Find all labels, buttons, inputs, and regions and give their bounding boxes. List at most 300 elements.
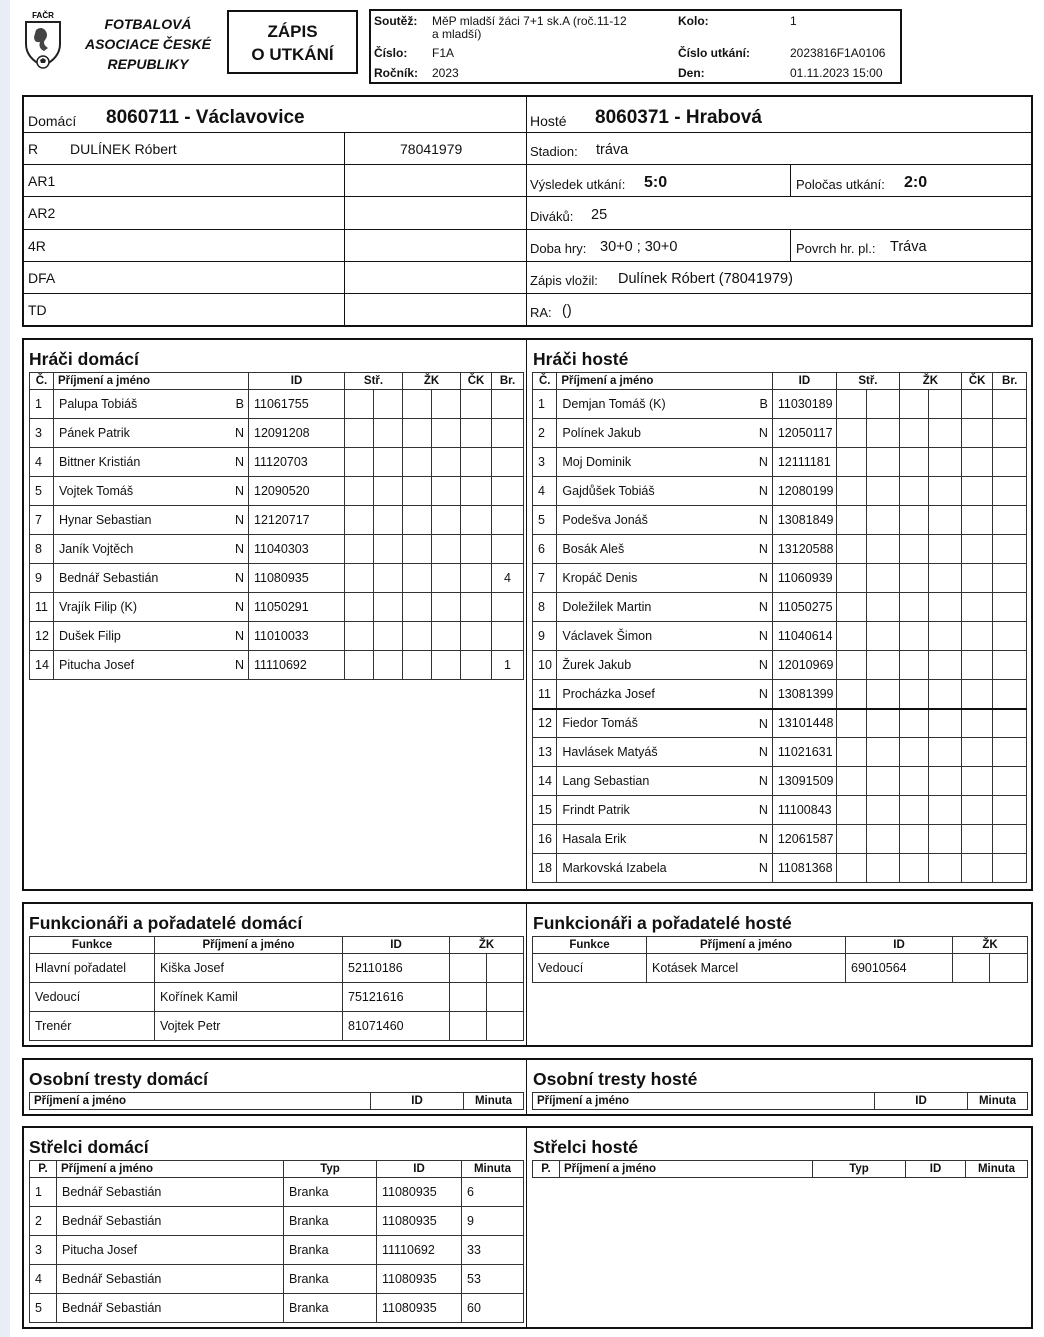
zk-cell-1 — [403, 622, 432, 651]
player-name-cell — [54, 622, 249, 651]
zk-cell-1 — [953, 954, 990, 983]
away-tresty-title: Osobní tresty hosté — [533, 1069, 698, 1089]
player-position: N — [234, 542, 244, 556]
result-label: Výsledek utkání: — [530, 177, 626, 192]
ck-cell — [961, 448, 993, 477]
ck-cell — [961, 709, 993, 738]
assoc-line-1: FOTBALOVÁ — [104, 16, 192, 32]
player-position: N — [758, 600, 768, 614]
zk-cell-2 — [929, 854, 962, 883]
str-cell-2 — [374, 477, 403, 506]
player-number: 13 — [533, 738, 557, 767]
scorer-id: 11080935 — [377, 1265, 462, 1294]
away-strelci-title: Střelci hosté — [533, 1137, 639, 1157]
player-id: 12091208 — [249, 419, 345, 448]
str-cell-1 — [836, 419, 866, 448]
str-cell-1 — [836, 825, 866, 854]
player-number: 11 — [533, 680, 557, 709]
player-position: N — [758, 426, 768, 440]
th-zk: ŽK — [953, 937, 1028, 954]
player-position: B — [759, 397, 768, 411]
player-goals — [993, 622, 1027, 651]
player-row — [30, 622, 524, 651]
scorer-id: 11110692 — [377, 1236, 462, 1265]
player-id: 12061587 — [772, 825, 836, 854]
th-name: Příjmení a jméno — [54, 373, 249, 390]
zk-cell-2 — [432, 535, 461, 564]
player-id: 11080935 — [249, 564, 345, 593]
zk-cell-1 — [899, 448, 928, 477]
zk-cell-1 — [403, 419, 432, 448]
zk-cell-2 — [432, 593, 461, 622]
official-role: AR2 — [28, 205, 56, 221]
player-number: 8 — [533, 593, 557, 622]
player-goals — [492, 390, 524, 419]
player-number: 9 — [533, 622, 557, 651]
ck-cell — [461, 506, 492, 535]
zk-cell-2 — [432, 477, 461, 506]
stadion-label: Stadion: — [530, 144, 578, 159]
player-row — [533, 825, 1027, 854]
player-goals — [993, 390, 1027, 419]
scorer-type: Branka — [284, 1294, 377, 1323]
home-tresty-title: Osobní tresty domácí — [29, 1069, 208, 1089]
soutez-value: MěP mladší žáci 7+1 sk.A (roč.11-12 — [432, 14, 627, 28]
player-number: 11 — [30, 593, 54, 622]
zk-cell-2 — [432, 448, 461, 477]
player-goals — [492, 593, 524, 622]
player-id: 12080199 — [772, 477, 836, 506]
zk-cell-1 — [403, 390, 432, 419]
player-number: 15 — [533, 796, 557, 825]
str-cell-2 — [374, 419, 403, 448]
player-goals — [993, 825, 1027, 854]
th-id: ID — [249, 373, 345, 390]
zk-cell-2 — [990, 954, 1028, 983]
th-typ: Typ — [813, 1161, 906, 1178]
player-id: 11040614 — [772, 622, 836, 651]
th-zk: ŽK — [899, 373, 961, 390]
scorer-name: Pitucha Josef — [57, 1236, 284, 1265]
player-row — [30, 651, 524, 680]
player-number: 5 — [533, 506, 557, 535]
str-cell-2 — [867, 622, 900, 651]
ck-cell — [961, 854, 993, 883]
zk-cell-2 — [929, 680, 962, 709]
player-row — [533, 796, 1027, 825]
player-goals: 1 — [492, 651, 524, 680]
official-role: AR1 — [28, 173, 56, 189]
scorer-id: 11080935 — [377, 1207, 462, 1236]
player-id: 13081849 — [772, 506, 836, 535]
ck-cell — [961, 564, 993, 593]
th-minuta: Minuta — [464, 1093, 524, 1110]
player-goals — [492, 622, 524, 651]
player-position: N — [758, 658, 768, 672]
player-id: 11010033 — [249, 622, 345, 651]
zk-cell-2 — [929, 738, 962, 767]
scorer-minute: 60 — [462, 1294, 524, 1323]
zk-cell-2 — [432, 506, 461, 535]
player-number: 16 — [533, 825, 557, 854]
zk-cell-2 — [432, 564, 461, 593]
player-id: 13091509 — [772, 767, 836, 796]
rocnik-label: Ročník: — [374, 66, 419, 80]
player-position: N — [758, 745, 768, 759]
functionary-id: 69010564 — [846, 954, 953, 983]
str-cell-1 — [345, 564, 374, 593]
scorer-minute: 53 — [462, 1265, 524, 1294]
player-name-cell — [557, 680, 772, 709]
ck-cell — [961, 390, 993, 419]
str-cell-2 — [867, 796, 900, 825]
player-position: N — [758, 513, 768, 527]
cislo-label: Číslo: — [374, 46, 408, 60]
ck-cell — [961, 825, 993, 854]
zk-cell-1 — [403, 535, 432, 564]
ck-cell — [961, 796, 993, 825]
player-name: Kropáč Denis — [562, 571, 638, 585]
player-name-cell — [557, 506, 772, 535]
match-details-box — [22, 95, 1033, 327]
player-name-cell — [557, 738, 772, 767]
str-cell-2 — [374, 535, 403, 564]
away-players-table — [532, 372, 1027, 883]
scorer-order: 1 — [30, 1178, 57, 1207]
player-name: Václavek Šimon — [562, 629, 653, 643]
player-goals — [993, 651, 1027, 680]
player-name: Havlásek Matyáš — [562, 745, 658, 759]
player-name: Frindt Patrik — [562, 803, 630, 817]
scorer-type: Branka — [284, 1207, 377, 1236]
player-goals: 4 — [492, 564, 524, 593]
away-func-table — [532, 936, 1028, 983]
ra-label: RA: — [530, 305, 552, 320]
penalties-box — [22, 1058, 1033, 1116]
player-number: 3 — [30, 419, 54, 448]
player-position: N — [758, 716, 768, 731]
player-row — [533, 448, 1027, 477]
player-id: 11120703 — [249, 448, 345, 477]
str-cell-2 — [867, 448, 900, 477]
player-row — [30, 564, 524, 593]
str-cell-2 — [374, 593, 403, 622]
scorer-row — [30, 1236, 524, 1265]
player-row — [30, 390, 524, 419]
th-id: ID — [377, 1161, 462, 1178]
player-goals — [993, 767, 1027, 796]
ck-cell — [961, 535, 993, 564]
player-name-cell — [54, 477, 249, 506]
player-row — [30, 448, 524, 477]
player-row — [533, 651, 1027, 680]
player-goals — [492, 535, 524, 564]
str-cell-2 — [867, 854, 900, 883]
th-p: P. — [533, 1161, 560, 1178]
player-goals — [993, 680, 1027, 709]
zk-cell-1 — [450, 954, 487, 983]
home-label: Domácí — [28, 113, 77, 129]
player-position: N — [234, 455, 244, 469]
player-number: 14 — [30, 651, 54, 680]
th-name: Příjmení a jméno — [560, 1161, 813, 1178]
player-name-cell — [557, 564, 772, 593]
player-id: 11061755 — [249, 390, 345, 419]
logo-text: FAČR — [32, 11, 54, 20]
doba-label: Doba hry: — [530, 241, 587, 256]
functionary-id: 52110186 — [343, 954, 450, 983]
player-name-cell — [557, 448, 772, 477]
doba-value: 30+0 ; 30+0 — [600, 239, 678, 255]
ck-cell — [461, 477, 492, 506]
functionaries-box — [22, 902, 1033, 1047]
zk-cell-1 — [450, 1012, 487, 1041]
player-number: 1 — [533, 390, 557, 419]
away-label: Hosté — [530, 113, 567, 129]
str-cell-2 — [867, 593, 900, 622]
player-goals — [993, 506, 1027, 535]
zk-cell-1 — [403, 593, 432, 622]
rocnik-value: 2023 — [432, 66, 459, 80]
player-number: 18 — [533, 854, 557, 883]
th-id: ID — [846, 937, 953, 954]
player-name: Podešva Jonáš — [562, 513, 648, 527]
player-name: Moj Dominik — [562, 455, 632, 469]
th-id: ID — [343, 937, 450, 954]
zk-cell-2 — [929, 593, 962, 622]
ck-cell — [961, 593, 993, 622]
ck-cell — [961, 651, 993, 680]
player-position: N — [758, 803, 768, 817]
player-row — [533, 506, 1027, 535]
player-id: 11040303 — [249, 535, 345, 564]
player-row — [533, 709, 1027, 738]
scorer-order: 5 — [30, 1294, 57, 1323]
zk-cell-2 — [487, 1012, 524, 1041]
th-name: Příjmení a jméno — [533, 1093, 875, 1110]
zk-cell-2 — [929, 419, 962, 448]
player-row — [30, 477, 524, 506]
str-cell-2 — [867, 564, 900, 593]
player-name-cell — [557, 535, 772, 564]
str-cell-2 — [374, 506, 403, 535]
player-name: Doležilek Martin — [562, 600, 652, 614]
player-name-cell — [54, 535, 249, 564]
th-id: ID — [906, 1161, 966, 1178]
zk-cell-2 — [929, 448, 962, 477]
str-cell-1 — [345, 593, 374, 622]
player-goals — [492, 477, 524, 506]
match-report-sheet — [10, 0, 1044, 1337]
scorer-order: 4 — [30, 1265, 57, 1294]
zk-cell-2 — [929, 535, 962, 564]
away-tresty-table — [532, 1092, 1028, 1110]
povrch-label: Povrch hr. pl.: — [796, 241, 876, 256]
player-id: 13081399 — [772, 680, 836, 709]
player-name: Janík Vojtěch — [59, 542, 134, 556]
str-cell-2 — [867, 680, 900, 709]
home-team: 8060711 - Václavovice — [106, 107, 305, 128]
zk-cell-1 — [899, 419, 928, 448]
th-minuta: Minuta — [966, 1161, 1028, 1178]
zk-cell-1 — [899, 767, 928, 796]
th-zk: ŽK — [403, 373, 461, 390]
player-goals — [993, 593, 1027, 622]
zk-cell-2 — [929, 564, 962, 593]
player-name-cell — [54, 593, 249, 622]
str-cell-2 — [374, 448, 403, 477]
player-row — [533, 477, 1027, 506]
functionary-id: 81071460 — [343, 1012, 450, 1041]
player-position: B — [235, 397, 244, 411]
player-position: N — [234, 571, 244, 585]
str-cell-1 — [345, 419, 374, 448]
zk-cell-1 — [899, 390, 928, 419]
player-number: 2 — [533, 419, 557, 448]
str-cell-2 — [867, 419, 900, 448]
player-id: 13101448 — [772, 709, 836, 738]
kolo-label: Kolo: — [678, 14, 709, 28]
zk-cell-1 — [899, 709, 928, 738]
player-position: N — [758, 571, 768, 585]
player-row — [533, 680, 1027, 709]
str-cell-2 — [867, 738, 900, 767]
player-name: Gajdůšek Tobiáš — [562, 484, 655, 498]
scorer-id: 11080935 — [377, 1178, 462, 1207]
functionary-id: 75121616 — [343, 983, 450, 1012]
scorer-minute: 9 — [462, 1207, 524, 1236]
th-minuta: Minuta — [968, 1093, 1028, 1110]
zapis-label: Zápis vložil: — [530, 273, 598, 288]
home-func-table — [29, 936, 524, 1041]
player-goals — [993, 535, 1027, 564]
player-row — [533, 535, 1027, 564]
player-number: 3 — [533, 448, 557, 477]
zk-cell-1 — [899, 622, 928, 651]
zk-cell-1 — [899, 651, 928, 680]
player-position: N — [234, 513, 244, 527]
zk-cell-1 — [899, 593, 928, 622]
functionary-row — [30, 954, 524, 983]
functionary-name: Kiška Josef — [155, 954, 343, 983]
zk-cell-1 — [899, 680, 928, 709]
player-name: Bednář Sebastián — [59, 571, 159, 585]
th-typ: Typ — [284, 1161, 377, 1178]
doc-title-box — [227, 10, 358, 74]
official-role: R — [28, 141, 39, 157]
players-box — [22, 338, 1033, 891]
str-cell-1 — [345, 622, 374, 651]
th-br: Br. — [993, 373, 1027, 390]
scorer-name: Bednář Sebastián — [57, 1294, 284, 1323]
str-cell-2 — [867, 535, 900, 564]
home-tresty-table — [29, 1092, 524, 1110]
player-position: N — [758, 484, 768, 498]
zk-cell-1 — [403, 564, 432, 593]
player-goals — [993, 709, 1027, 738]
cislo-utkani-value: 2023816F1A0106 — [790, 46, 886, 60]
str-cell-1 — [836, 390, 866, 419]
facr-logo — [22, 10, 64, 72]
zk-cell-1 — [403, 477, 432, 506]
player-name: Palupa Tobiáš — [59, 397, 138, 411]
functionary-name: Kořínek Kamil — [155, 983, 343, 1012]
player-name-cell — [557, 419, 772, 448]
player-goals — [492, 506, 524, 535]
player-name-cell — [557, 796, 772, 825]
player-name: Demjan Tomáš (K) — [562, 397, 666, 411]
scorer-type: Branka — [284, 1265, 377, 1294]
ck-cell — [461, 535, 492, 564]
th-funkce: Funkce — [30, 937, 155, 954]
th-str: Stř. — [345, 373, 403, 390]
zk-cell-1 — [899, 535, 928, 564]
str-cell-1 — [345, 390, 374, 419]
player-name: Fiedor Tomáš — [562, 716, 638, 731]
player-row — [30, 419, 524, 448]
zk-cell-2 — [432, 622, 461, 651]
scorer-row — [30, 1294, 524, 1323]
player-position: N — [234, 658, 244, 672]
player-id: 12090520 — [249, 477, 345, 506]
player-name-cell — [54, 506, 249, 535]
player-position: N — [234, 484, 244, 498]
result-value: 5:0 — [644, 174, 668, 191]
player-name-cell — [557, 477, 772, 506]
str-cell-1 — [836, 506, 866, 535]
str-cell-2 — [374, 622, 403, 651]
th-name: Příjmení a jméno — [30, 1093, 371, 1110]
th-minuta: Minuta — [462, 1161, 524, 1178]
player-goals — [993, 564, 1027, 593]
zk-cell-2 — [929, 709, 962, 738]
zk-cell-2 — [929, 622, 962, 651]
player-number: 14 — [533, 767, 557, 796]
home-func-title: Funkcionáři a pořadatelé domácí — [29, 913, 303, 933]
player-id: 11021631 — [772, 738, 836, 767]
str-cell-1 — [836, 622, 866, 651]
functionary-row — [533, 954, 1028, 983]
official-id: 78041979 — [400, 141, 463, 157]
ck-cell — [961, 506, 993, 535]
th-name: Příjmení a jméno — [557, 373, 772, 390]
str-cell-2 — [867, 477, 900, 506]
zk-cell-2 — [929, 825, 962, 854]
zapis-value: Dulínek Róbert (78041979) — [618, 271, 793, 287]
zk-cell-2 — [929, 651, 962, 680]
player-row — [533, 767, 1027, 796]
player-number: 4 — [533, 477, 557, 506]
player-name: Žurek Jakub — [562, 658, 632, 672]
player-id: 12111181 — [772, 448, 836, 477]
scorer-row — [30, 1178, 524, 1207]
scorer-minute: 6 — [462, 1178, 524, 1207]
zk-cell-2 — [432, 419, 461, 448]
scorer-type: Branka — [284, 1236, 377, 1265]
functionary-role: Vedoucí — [30, 983, 155, 1012]
th-p: P. — [30, 1161, 57, 1178]
player-position: N — [758, 542, 768, 556]
scorer-order: 3 — [30, 1236, 57, 1265]
th-id: ID — [875, 1093, 968, 1110]
player-row — [533, 390, 1027, 419]
ck-cell — [961, 738, 993, 767]
player-row — [533, 593, 1027, 622]
den-value: 01.11.2023 15:00 — [790, 66, 883, 80]
player-name-cell — [557, 767, 772, 796]
scorer-row — [30, 1265, 524, 1294]
str-cell-1 — [836, 854, 866, 883]
